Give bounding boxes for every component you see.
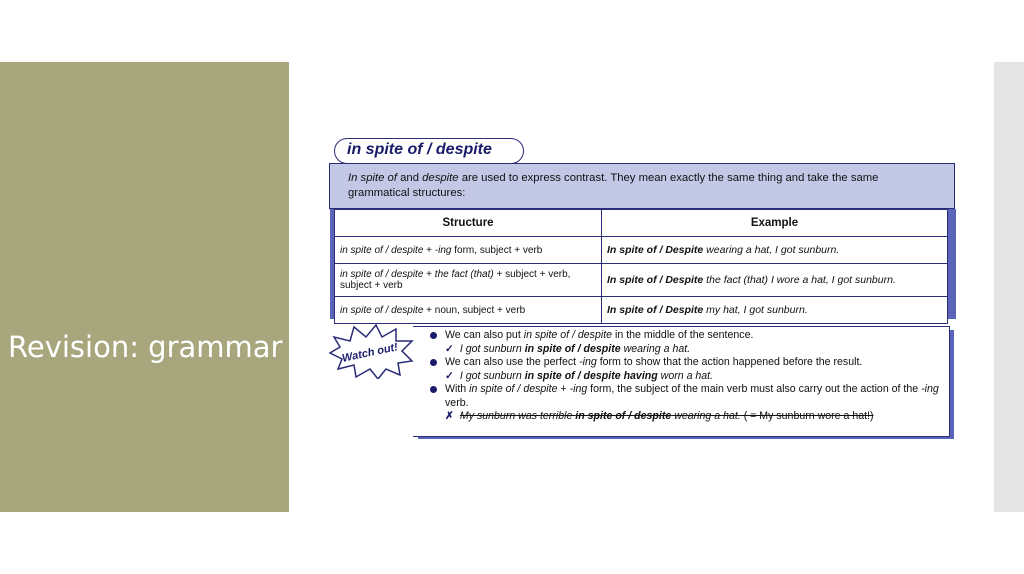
list-item <box>430 329 950 343</box>
structure-a: in spite of / despite <box>340 304 424 316</box>
b2-post: form to show that the action happened before the result. <box>596 356 863 368</box>
right-scroll-strip <box>994 62 1024 512</box>
bullet-icon <box>430 359 437 366</box>
bullet-icon <box>430 386 437 393</box>
table-row <box>335 297 948 324</box>
list-item <box>430 383 950 410</box>
table-header-row <box>335 210 948 237</box>
example-bold: In spite of / Despite <box>607 244 704 256</box>
b2-it: -ing <box>579 356 597 368</box>
example-item <box>430 370 950 384</box>
grammar-heading-text: in spite of / despite <box>347 141 492 158</box>
intro-term1: In spite of <box>348 172 397 184</box>
e2-post: worn a hat. <box>657 369 714 382</box>
intro-term2: despite <box>422 172 459 184</box>
intro-text <box>348 171 938 201</box>
b3-end: verb. <box>445 396 469 409</box>
check-icon: ✓ <box>445 342 454 355</box>
example-rest: my hat, I got sunburn. <box>703 304 808 316</box>
b1-post: in the middle of the sentence. <box>612 329 754 341</box>
b3-pre: With <box>445 383 470 395</box>
structure-cell <box>335 237 602 264</box>
structure-a: in spite of / despite <box>340 269 424 280</box>
b3-it: in spite of / despite <box>469 383 558 395</box>
e1-bold: in spite of / despite <box>524 342 621 355</box>
slide-title: Revision: grammar <box>8 330 283 364</box>
e3-note: ( = My sunburn wore a hat!) <box>740 410 874 422</box>
watch-out-list <box>430 329 950 424</box>
header-example: Example <box>602 210 948 237</box>
example-bold: In spite of / Despite <box>607 304 704 316</box>
structure-b: + noun, subject + verb <box>423 304 526 316</box>
header-structure: Structure <box>335 210 602 237</box>
example-cell <box>602 237 948 264</box>
grammar-box <box>326 134 958 440</box>
structure-table-wrap <box>330 209 956 319</box>
b3-it2: -ing <box>569 383 588 395</box>
structure-b: + <box>423 269 435 280</box>
e1-pre: I got sunburn <box>459 342 525 355</box>
example-rest: wearing a hat, I got sunburn. <box>703 244 840 256</box>
b3-post: form, the subject of the main verb must also carry out the action of the <box>587 383 922 395</box>
e3-post: wearing a hat. <box>671 410 741 422</box>
e2-pre: I got sunburn <box>459 369 525 382</box>
b3-it3: -ing <box>921 383 939 395</box>
structure-c: -ing <box>434 244 452 256</box>
cross-icon: ✗ <box>445 410 454 422</box>
structure-cell <box>335 297 602 324</box>
structure-a: in spite of / despite <box>340 244 424 256</box>
b3-mid: + <box>557 383 570 395</box>
structure-c: the fact (that) <box>434 269 494 280</box>
structure-table <box>334 209 948 324</box>
b1-it: in spite of / despite <box>523 329 613 341</box>
intro-rest: are used to express contrast. They mean exactly the same thing and take the same grammatical structures: <box>348 172 879 199</box>
example-item <box>430 410 950 424</box>
watch-out-starburst <box>326 323 414 379</box>
structure-d: + subject + verb, subject + verb <box>340 269 571 291</box>
example-cell <box>602 297 948 324</box>
structure-cell <box>335 264 602 297</box>
e3-pre: My sunburn was terrible <box>459 410 576 422</box>
structure-d: form, subject + verb <box>451 244 543 256</box>
table-row <box>335 237 948 264</box>
grammar-heading <box>334 138 524 164</box>
check-icon: ✓ <box>445 369 454 382</box>
e1-post: wearing a hat. <box>620 342 691 355</box>
intro-mid: and <box>396 172 423 184</box>
structure-b: + <box>423 244 435 256</box>
example-item <box>430 343 950 357</box>
bullet-icon <box>430 332 437 339</box>
b2-pre: We can also use the perfect <box>445 356 580 368</box>
example-bold: In spite of / Despite <box>607 274 704 286</box>
intro-box <box>329 163 955 209</box>
e2-bold: in spite of / despite having <box>524 369 658 382</box>
b1-pre: We can also put <box>445 329 524 341</box>
table-row <box>335 264 948 297</box>
e3-bold: in spite of / despite <box>575 410 672 422</box>
watch-out-label: Watch out! <box>341 341 399 365</box>
list-item <box>430 356 950 370</box>
left-panel <box>0 62 289 512</box>
example-cell <box>602 264 948 297</box>
example-rest: the fact (that) I wore a hat, I got sunburn. <box>703 274 896 286</box>
